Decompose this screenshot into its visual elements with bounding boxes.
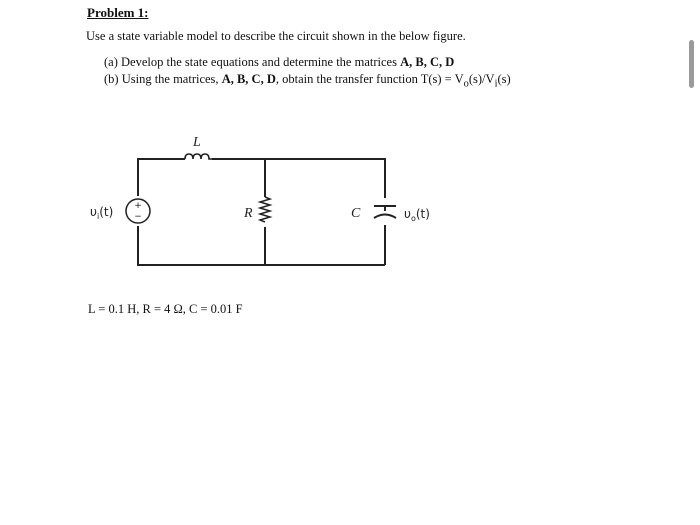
inductor-symbol: [185, 154, 212, 159]
vo-argument: (t): [415, 207, 430, 221]
wire-bottom: [138, 226, 385, 265]
capacitor-label: C: [351, 206, 361, 221]
source-plus: +: [134, 201, 142, 211]
part-b-sub-o: o: [463, 78, 469, 90]
vo-subscript: o: [410, 214, 416, 223]
wire-left-top: [138, 159, 185, 196]
output-voltage-label: [404, 207, 430, 223]
circuit-parameters: L = 0.1 H, R = 4 Ω, C = 0.01 F: [88, 302, 243, 316]
part-a-matrices: A, B, C, D: [400, 55, 455, 69]
problem-intro: Use a state variable model to describe the circuit shown in the below figure.: [86, 29, 466, 43]
part-b-transfer-end: (s): [497, 72, 511, 86]
part-b-matrices: A, B, C, D: [221, 72, 276, 86]
part-b-text: (b) Using the matrices,: [104, 72, 222, 86]
part-b-transfer: , obtain the transfer function T(s) = V: [275, 72, 464, 86]
vi-subscript: i: [96, 212, 100, 221]
part-b-sub-i: i: [494, 78, 498, 90]
resistor-label: R: [244, 206, 253, 221]
vi-symbol: υ: [90, 205, 97, 219]
part-a-text: (a) Develop the state equations and determine the matrices: [104, 55, 401, 69]
part-b-transfer-mid: (s)/V: [468, 72, 495, 86]
scrollbar[interactable]: [689, 40, 694, 88]
resistor-symbol: [260, 197, 270, 222]
input-voltage-label: [90, 205, 113, 221]
inductor-label: L: [193, 135, 201, 150]
wire-top-right: [212, 159, 385, 198]
source-minus: −: [134, 212, 142, 222]
vi-argument: (t): [99, 205, 114, 219]
problem-title: Problem 1:: [87, 5, 149, 20]
vo-symbol: υ: [404, 207, 411, 221]
